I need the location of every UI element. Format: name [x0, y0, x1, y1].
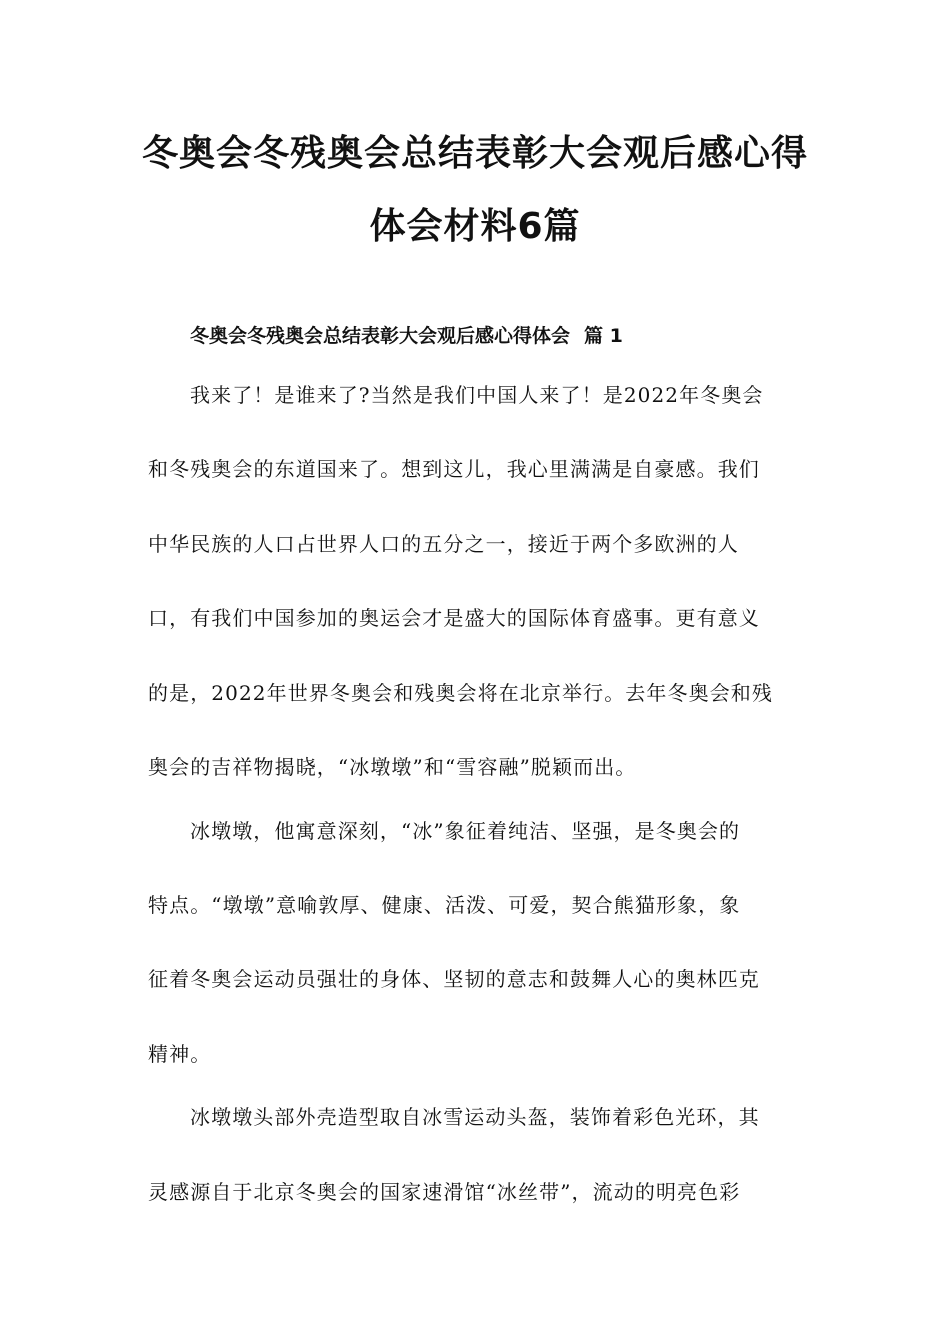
paragraph-line: 口，有我们中国参加的奥运会才是盛大的国际体育盛事。更有意义: [148, 606, 760, 630]
paragraph-line: 的是，2022年世界冬奥会和残奥会将在北京举行。去年冬奥会和残: [148, 681, 773, 705]
section-heading-text: 冬奥会冬残奥会总结表彰大会观后感心得体会: [190, 325, 571, 347]
paragraph-line: 我来了！是谁来了?当然是我们中国人来了！是2022年冬奥会: [190, 383, 764, 407]
section-heading: [190, 322, 623, 350]
document-title-line-2: 体会材料6篇: [369, 206, 581, 247]
paragraph-line: 征着冬奥会运动员强壮的身体、坚韧的意志和鼓舞人心的奥林匹克: [148, 967, 760, 991]
paragraph-line: 精神。: [148, 1042, 212, 1066]
paragraph-line: 和冬残奥会的东道国来了。想到这儿，我心里满满是自豪感。我们: [148, 457, 760, 481]
paragraph-line: 冰墩墩头部外壳造型取自冰雪运动头盔，装饰着彩色光环，其: [190, 1105, 760, 1129]
paragraph-line: 奥会的吉祥物揭晓，“冰墩墩”和“雪容融”脱颖而出。: [148, 755, 637, 779]
document-title-line-1: 冬奥会冬残奥会总结表彰大会观后感心得: [141, 133, 808, 174]
paragraph-line: 特点。“墩墩”意喻敦厚、健康、活泼、可爱，契合熊猫形象，象: [148, 893, 741, 917]
paragraph-line: 中华民族的人口占世界人口的五分之一，接近于两个多欧洲的人: [148, 532, 739, 556]
paragraph-line: 冰墩墩，他寓意深刻，“冰”象征着纯洁、坚强，是冬奥会的: [190, 819, 741, 843]
paragraph-line: 灵感源自于北京冬奥会的国家速滑馆“冰丝带”，流动的明亮色彩: [148, 1180, 741, 1204]
section-heading-number: 篇 1: [584, 325, 623, 347]
